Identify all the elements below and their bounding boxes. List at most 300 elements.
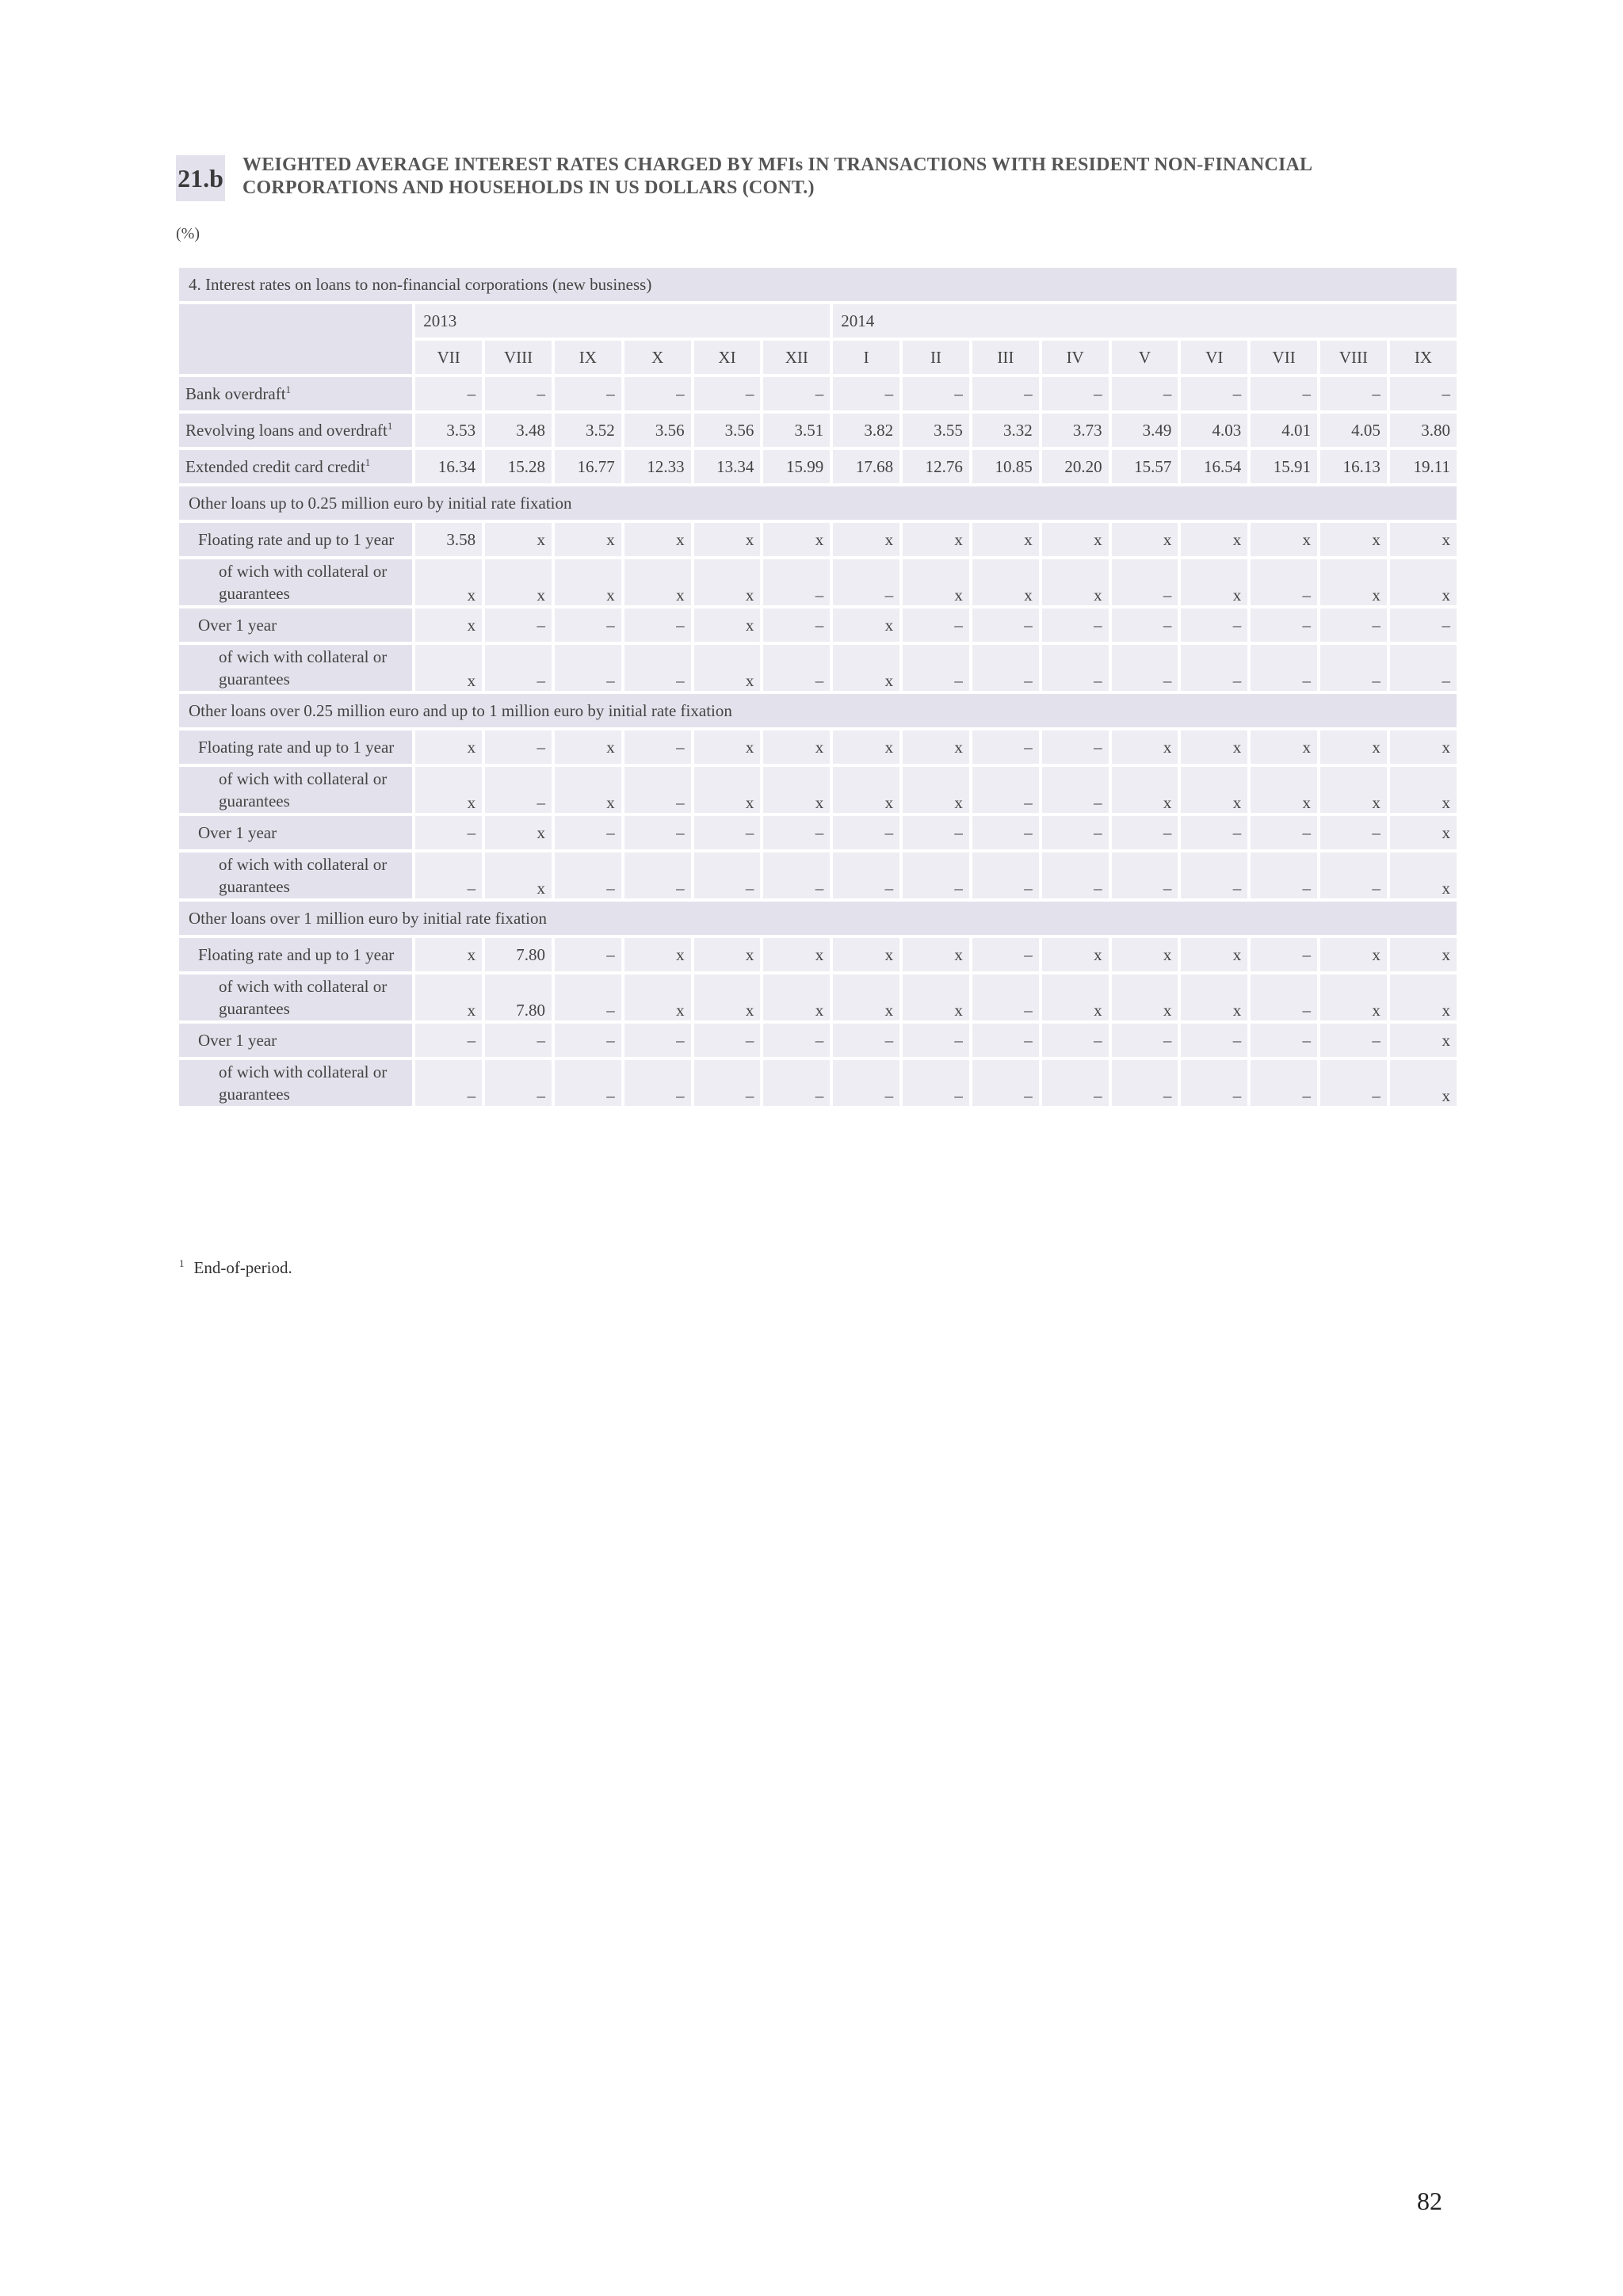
value-cell: – xyxy=(763,377,830,410)
table-row xyxy=(179,767,1457,813)
value-cell: – xyxy=(485,730,552,764)
value-cell: 3.55 xyxy=(903,414,969,447)
row-label-text: Over 1 year xyxy=(198,1030,277,1050)
value-cell: 16.77 xyxy=(555,450,621,483)
value-cell: x xyxy=(903,974,969,1020)
value-cell: – xyxy=(763,559,830,605)
table-row xyxy=(179,523,1457,556)
value-cell: x xyxy=(415,645,482,691)
month-header: XI xyxy=(694,341,761,374)
month-header: I xyxy=(833,341,899,374)
value-cell: 15.57 xyxy=(1112,450,1178,483)
value-cell: – xyxy=(1251,559,1317,605)
footnote-ref: 1 xyxy=(387,419,393,432)
value-cell: x xyxy=(1181,730,1247,764)
value-cell: – xyxy=(555,938,621,971)
value-cell: x xyxy=(1112,767,1178,813)
value-cell: – xyxy=(1112,377,1178,410)
value-cell: – xyxy=(415,1024,482,1057)
value-cell: x xyxy=(555,767,621,813)
value-cell: 3.52 xyxy=(555,414,621,447)
value-cell: – xyxy=(833,377,899,410)
row-label-text: Floating rate and up to 1 year xyxy=(198,737,395,757)
value-cell: x xyxy=(624,523,691,556)
value-cell: 3.73 xyxy=(1042,414,1109,447)
value-cell: 3.53 xyxy=(415,414,482,447)
header-corner-cell xyxy=(179,304,412,374)
value-cell: x xyxy=(694,523,761,556)
value-cell: x xyxy=(415,730,482,764)
value-cell: – xyxy=(1042,1024,1109,1057)
table-row xyxy=(179,974,1457,1020)
month-header: VI xyxy=(1181,341,1247,374)
value-cell: x xyxy=(1390,767,1457,813)
value-cell: – xyxy=(1251,608,1317,642)
value-cell: – xyxy=(694,852,761,898)
value-cell: x xyxy=(1181,559,1247,605)
value-cell: – xyxy=(1181,645,1247,691)
table-row xyxy=(179,645,1457,691)
month-header: X xyxy=(624,341,691,374)
month-header: VII xyxy=(1251,341,1317,374)
value-cell: 3.51 xyxy=(763,414,830,447)
value-cell: – xyxy=(694,1060,761,1106)
value-cell: – xyxy=(1251,852,1317,898)
value-cell: x xyxy=(555,559,621,605)
row-label-text: of wich with collateral or xyxy=(219,769,388,788)
value-cell: – xyxy=(972,852,1039,898)
value-cell: 16.34 xyxy=(415,450,482,483)
value-cell: x xyxy=(903,523,969,556)
value-cell: x xyxy=(1181,523,1247,556)
value-cell: – xyxy=(833,816,899,849)
table-row xyxy=(179,608,1457,642)
value-cell: 17.68 xyxy=(833,450,899,483)
value-cell: – xyxy=(1390,608,1457,642)
value-cell: x xyxy=(485,559,552,605)
row-label-text: Bank overdraft xyxy=(185,383,286,403)
value-cell: x xyxy=(415,767,482,813)
month-header: III xyxy=(972,341,1039,374)
value-cell: – xyxy=(1320,852,1387,898)
row-label xyxy=(179,1060,412,1106)
value-cell: x xyxy=(833,974,899,1020)
value-cell: x xyxy=(1042,523,1109,556)
row-label xyxy=(179,852,412,898)
value-cell: x xyxy=(833,645,899,691)
table-caption: 4. Interest rates on loans to non-financial corporations (new business) xyxy=(179,268,1457,301)
value-cell: – xyxy=(763,816,830,849)
table-row xyxy=(179,938,1457,971)
value-cell: x xyxy=(1112,974,1178,1020)
value-cell: – xyxy=(1112,559,1178,605)
row-label-text-line-2: guarantees xyxy=(219,669,290,688)
value-cell: 7.80 xyxy=(485,938,552,971)
value-cell: – xyxy=(903,608,969,642)
row-label xyxy=(179,974,412,1020)
value-cell: – xyxy=(485,1024,552,1057)
value-cell: x xyxy=(1390,938,1457,971)
table-title-line-1: WEIGHTED AVERAGE INTEREST RATES CHARGED BY MFIs IN TRANSACTIONS WITH RESIDENT NON-FINANCIAL xyxy=(242,154,1313,175)
month-header: VIII xyxy=(485,341,552,374)
footnote-ref: 1 xyxy=(285,383,292,395)
value-cell: – xyxy=(972,816,1039,849)
row-label-text: Revolving loans and overdraft xyxy=(185,420,388,440)
row-label xyxy=(179,377,412,410)
value-cell: x xyxy=(1251,730,1317,764)
row-label-text: of wich with collateral or xyxy=(219,562,388,581)
table-body xyxy=(179,268,1457,1106)
value-cell: – xyxy=(694,1024,761,1057)
value-cell: – xyxy=(1112,852,1178,898)
row-label-text-line-2: guarantees xyxy=(219,584,290,603)
value-cell: – xyxy=(972,938,1039,971)
value-cell: x xyxy=(763,974,830,1020)
row-label xyxy=(179,523,412,556)
value-cell: – xyxy=(555,1060,621,1106)
value-cell: – xyxy=(763,608,830,642)
value-cell: x xyxy=(1320,938,1387,971)
value-cell: 20.20 xyxy=(1042,450,1109,483)
month-header: IX xyxy=(1390,341,1457,374)
value-cell: – xyxy=(972,730,1039,764)
value-cell: – xyxy=(1251,1060,1317,1106)
table-number-badge: 21.b xyxy=(176,155,225,201)
section-header-row xyxy=(179,694,1457,727)
row-label-text-line-2: guarantees xyxy=(219,1085,290,1104)
year-header: 2013 xyxy=(415,304,830,338)
value-cell: 15.28 xyxy=(485,450,552,483)
value-cell: – xyxy=(763,645,830,691)
month-header: IX xyxy=(555,341,621,374)
value-cell: – xyxy=(972,974,1039,1020)
row-label xyxy=(179,645,412,691)
value-cell: 3.56 xyxy=(624,414,691,447)
page-number: 82 xyxy=(1417,2187,1442,2215)
row-label xyxy=(179,608,412,642)
footnote-mark: 1 xyxy=(179,1257,185,1269)
row-label-text: Over 1 year xyxy=(198,822,277,842)
value-cell: x xyxy=(1181,938,1247,971)
value-cell: 3.32 xyxy=(972,414,1039,447)
value-cell: x xyxy=(1390,730,1457,764)
month-header: IV xyxy=(1042,341,1109,374)
value-cell: x xyxy=(1181,767,1247,813)
value-cell: 3.82 xyxy=(833,414,899,447)
value-cell: – xyxy=(555,645,621,691)
value-cell: 19.11 xyxy=(1390,450,1457,483)
table-row xyxy=(179,377,1457,410)
value-cell: – xyxy=(485,1060,552,1106)
value-cell: – xyxy=(624,645,691,691)
value-cell: – xyxy=(415,1060,482,1106)
value-cell: – xyxy=(415,852,482,898)
value-cell: x xyxy=(763,767,830,813)
row-label-text: Floating rate and up to 1 year xyxy=(198,529,395,549)
value-cell: – xyxy=(1251,377,1317,410)
value-cell: x xyxy=(694,767,761,813)
value-cell: x xyxy=(833,767,899,813)
row-label xyxy=(179,816,412,849)
value-cell: – xyxy=(624,377,691,410)
value-cell: – xyxy=(1181,852,1247,898)
value-cell: x xyxy=(903,767,969,813)
value-cell: – xyxy=(1112,1060,1178,1106)
value-cell: – xyxy=(1320,645,1387,691)
table-title-line-2: CORPORATIONS AND HOUSEHOLDS IN US DOLLARS (CONT.) xyxy=(242,177,815,198)
value-cell: – xyxy=(1320,608,1387,642)
value-cell: – xyxy=(485,377,552,410)
value-cell: x xyxy=(624,974,691,1020)
value-cell: x xyxy=(1320,730,1387,764)
section-header-row xyxy=(179,902,1457,935)
value-cell: – xyxy=(763,1024,830,1057)
value-cell: 3.56 xyxy=(694,414,761,447)
value-cell: x xyxy=(1390,1060,1457,1106)
row-label xyxy=(179,1024,412,1057)
value-cell: 3.80 xyxy=(1390,414,1457,447)
value-cell: – xyxy=(1042,645,1109,691)
value-cell: – xyxy=(1042,816,1109,849)
value-cell: – xyxy=(555,816,621,849)
table-row xyxy=(179,414,1457,447)
value-cell: x xyxy=(1390,974,1457,1020)
value-cell: – xyxy=(555,974,621,1020)
value-cell: 13.34 xyxy=(694,450,761,483)
value-cell: – xyxy=(624,767,691,813)
row-label xyxy=(179,938,412,971)
value-cell: – xyxy=(555,852,621,898)
month-header: VII xyxy=(415,341,482,374)
value-cell: – xyxy=(1112,1024,1178,1057)
value-cell: – xyxy=(624,730,691,764)
value-cell: – xyxy=(1042,1060,1109,1106)
value-cell: – xyxy=(624,1024,691,1057)
unit-label: (%) xyxy=(176,225,200,242)
value-cell: – xyxy=(1320,1060,1387,1106)
value-cell: x xyxy=(763,523,830,556)
value-cell: 4.05 xyxy=(1320,414,1387,447)
value-cell: x xyxy=(555,523,621,556)
footnote xyxy=(179,1258,292,1278)
row-label xyxy=(179,414,412,447)
value-cell: – xyxy=(1042,377,1109,410)
value-cell: – xyxy=(1251,938,1317,971)
value-cell: – xyxy=(694,377,761,410)
table-row xyxy=(179,1060,1457,1106)
value-cell: – xyxy=(555,1024,621,1057)
value-cell: x xyxy=(763,938,830,971)
value-cell: – xyxy=(1181,816,1247,849)
value-cell: – xyxy=(972,645,1039,691)
row-label-text: of wich with collateral or xyxy=(219,977,388,996)
value-cell: x xyxy=(833,608,899,642)
value-cell: – xyxy=(1181,1060,1247,1106)
value-cell: – xyxy=(1042,730,1109,764)
value-cell: x xyxy=(1042,938,1109,971)
value-cell: x xyxy=(1042,559,1109,605)
value-cell: x xyxy=(1112,938,1178,971)
value-cell: – xyxy=(1390,645,1457,691)
value-cell: – xyxy=(624,1060,691,1106)
value-cell: 3.49 xyxy=(1112,414,1178,447)
month-header: V xyxy=(1112,341,1178,374)
row-label-text: Floating rate and up to 1 year xyxy=(198,944,395,964)
month-header: VIII xyxy=(1320,341,1387,374)
value-cell: 4.01 xyxy=(1251,414,1317,447)
value-cell: – xyxy=(903,377,969,410)
value-cell: x xyxy=(485,852,552,898)
value-cell: x xyxy=(903,938,969,971)
value-cell: x xyxy=(694,730,761,764)
value-cell: x xyxy=(1112,730,1178,764)
value-cell: x xyxy=(1251,767,1317,813)
value-cell: – xyxy=(694,816,761,849)
value-cell: x xyxy=(1320,974,1387,1020)
value-cell: 7.80 xyxy=(485,974,552,1020)
value-cell: x xyxy=(485,816,552,849)
value-cell: – xyxy=(903,816,969,849)
value-cell: – xyxy=(903,1024,969,1057)
footnote-ref: 1 xyxy=(365,456,371,468)
section-title: Other loans over 0.25 million euro and up to 1 million euro by initial rate fixation xyxy=(179,694,1457,727)
table-row xyxy=(179,730,1457,764)
value-cell: 4.03 xyxy=(1181,414,1247,447)
value-cell: – xyxy=(972,1024,1039,1057)
table-row xyxy=(179,559,1457,605)
value-cell: x xyxy=(763,730,830,764)
value-cell: – xyxy=(972,1060,1039,1106)
value-cell: x xyxy=(1390,816,1457,849)
value-cell: – xyxy=(415,816,482,849)
value-cell: x xyxy=(972,559,1039,605)
value-cell: – xyxy=(1320,377,1387,410)
row-label xyxy=(179,730,412,764)
value-cell: – xyxy=(1181,377,1247,410)
value-cell: x xyxy=(903,730,969,764)
section-header-row xyxy=(179,486,1457,520)
value-cell: – xyxy=(624,608,691,642)
value-cell: x xyxy=(694,645,761,691)
value-cell: – xyxy=(485,645,552,691)
value-cell: – xyxy=(555,608,621,642)
value-cell: – xyxy=(1042,852,1109,898)
month-header: XII xyxy=(763,341,830,374)
value-cell: – xyxy=(833,1060,899,1106)
value-cell: – xyxy=(972,377,1039,410)
table-title-block xyxy=(176,154,1460,204)
row-label-text: of wich with collateral or xyxy=(219,855,388,874)
footnote-text: End-of-period. xyxy=(193,1258,292,1277)
value-cell: – xyxy=(1390,377,1457,410)
value-cell: x xyxy=(833,523,899,556)
value-cell: 10.85 xyxy=(972,450,1039,483)
row-label xyxy=(179,559,412,605)
value-cell: 16.13 xyxy=(1320,450,1387,483)
interest-rates-table xyxy=(176,265,1460,1109)
value-cell: – xyxy=(1181,1024,1247,1057)
value-cell: – xyxy=(833,559,899,605)
value-cell: x xyxy=(1042,974,1109,1020)
value-cell: – xyxy=(415,377,482,410)
row-label-text-line-2: guarantees xyxy=(219,877,290,896)
value-cell: x xyxy=(624,938,691,971)
table-title xyxy=(242,154,1455,200)
value-cell: x xyxy=(415,608,482,642)
value-cell: – xyxy=(1251,645,1317,691)
value-cell: – xyxy=(1320,816,1387,849)
value-cell: x xyxy=(694,608,761,642)
value-cell: – xyxy=(1251,974,1317,1020)
value-cell: – xyxy=(833,1024,899,1057)
value-cell: – xyxy=(1181,608,1247,642)
value-cell: x xyxy=(485,523,552,556)
value-cell: – xyxy=(1112,645,1178,691)
value-cell: x xyxy=(1390,559,1457,605)
value-cell: – xyxy=(833,852,899,898)
value-cell: x xyxy=(1112,523,1178,556)
row-label xyxy=(179,767,412,813)
year-header-row xyxy=(179,304,1457,338)
row-label-text: of wich with collateral or xyxy=(219,647,388,666)
row-label-text-line-2: guarantees xyxy=(219,791,290,810)
value-cell: – xyxy=(903,852,969,898)
table-row xyxy=(179,450,1457,483)
value-cell: 3.58 xyxy=(415,523,482,556)
section-title: Other loans over 1 million euro by initial rate fixation xyxy=(179,902,1457,935)
value-cell: 15.99 xyxy=(763,450,830,483)
table-row xyxy=(179,816,1457,849)
value-cell: – xyxy=(763,852,830,898)
value-cell: x xyxy=(903,559,969,605)
value-cell: – xyxy=(972,767,1039,813)
month-header: II xyxy=(903,341,969,374)
value-cell: x xyxy=(1320,523,1387,556)
row-label-text: Over 1 year xyxy=(198,615,277,635)
value-cell: x xyxy=(1390,1024,1457,1057)
value-cell: – xyxy=(1112,816,1178,849)
value-cell: – xyxy=(1251,1024,1317,1057)
value-cell: – xyxy=(1112,608,1178,642)
value-cell: x xyxy=(694,938,761,971)
value-cell: – xyxy=(1251,816,1317,849)
value-cell: 12.33 xyxy=(624,450,691,483)
value-cell: – xyxy=(485,608,552,642)
value-cell: x xyxy=(1390,852,1457,898)
value-cell: – xyxy=(1320,1024,1387,1057)
table-caption-row xyxy=(179,268,1457,301)
value-cell: – xyxy=(624,852,691,898)
value-cell: – xyxy=(485,767,552,813)
value-cell: – xyxy=(555,377,621,410)
row-label xyxy=(179,450,412,483)
section-title: Other loans up to 0.25 million euro by initial rate fixation xyxy=(179,486,1457,520)
value-cell: x xyxy=(555,730,621,764)
row-label-text: of wich with collateral or xyxy=(219,1062,388,1081)
value-cell: x xyxy=(1390,523,1457,556)
value-cell: x xyxy=(972,523,1039,556)
table-row xyxy=(179,1024,1457,1057)
value-cell: x xyxy=(1320,767,1387,813)
value-cell: x xyxy=(1320,559,1387,605)
value-cell: 12.76 xyxy=(903,450,969,483)
value-cell: x xyxy=(694,559,761,605)
value-cell: 15.91 xyxy=(1251,450,1317,483)
value-cell: x xyxy=(415,974,482,1020)
value-cell: – xyxy=(763,1060,830,1106)
value-cell: – xyxy=(903,1060,969,1106)
value-cell: – xyxy=(903,645,969,691)
